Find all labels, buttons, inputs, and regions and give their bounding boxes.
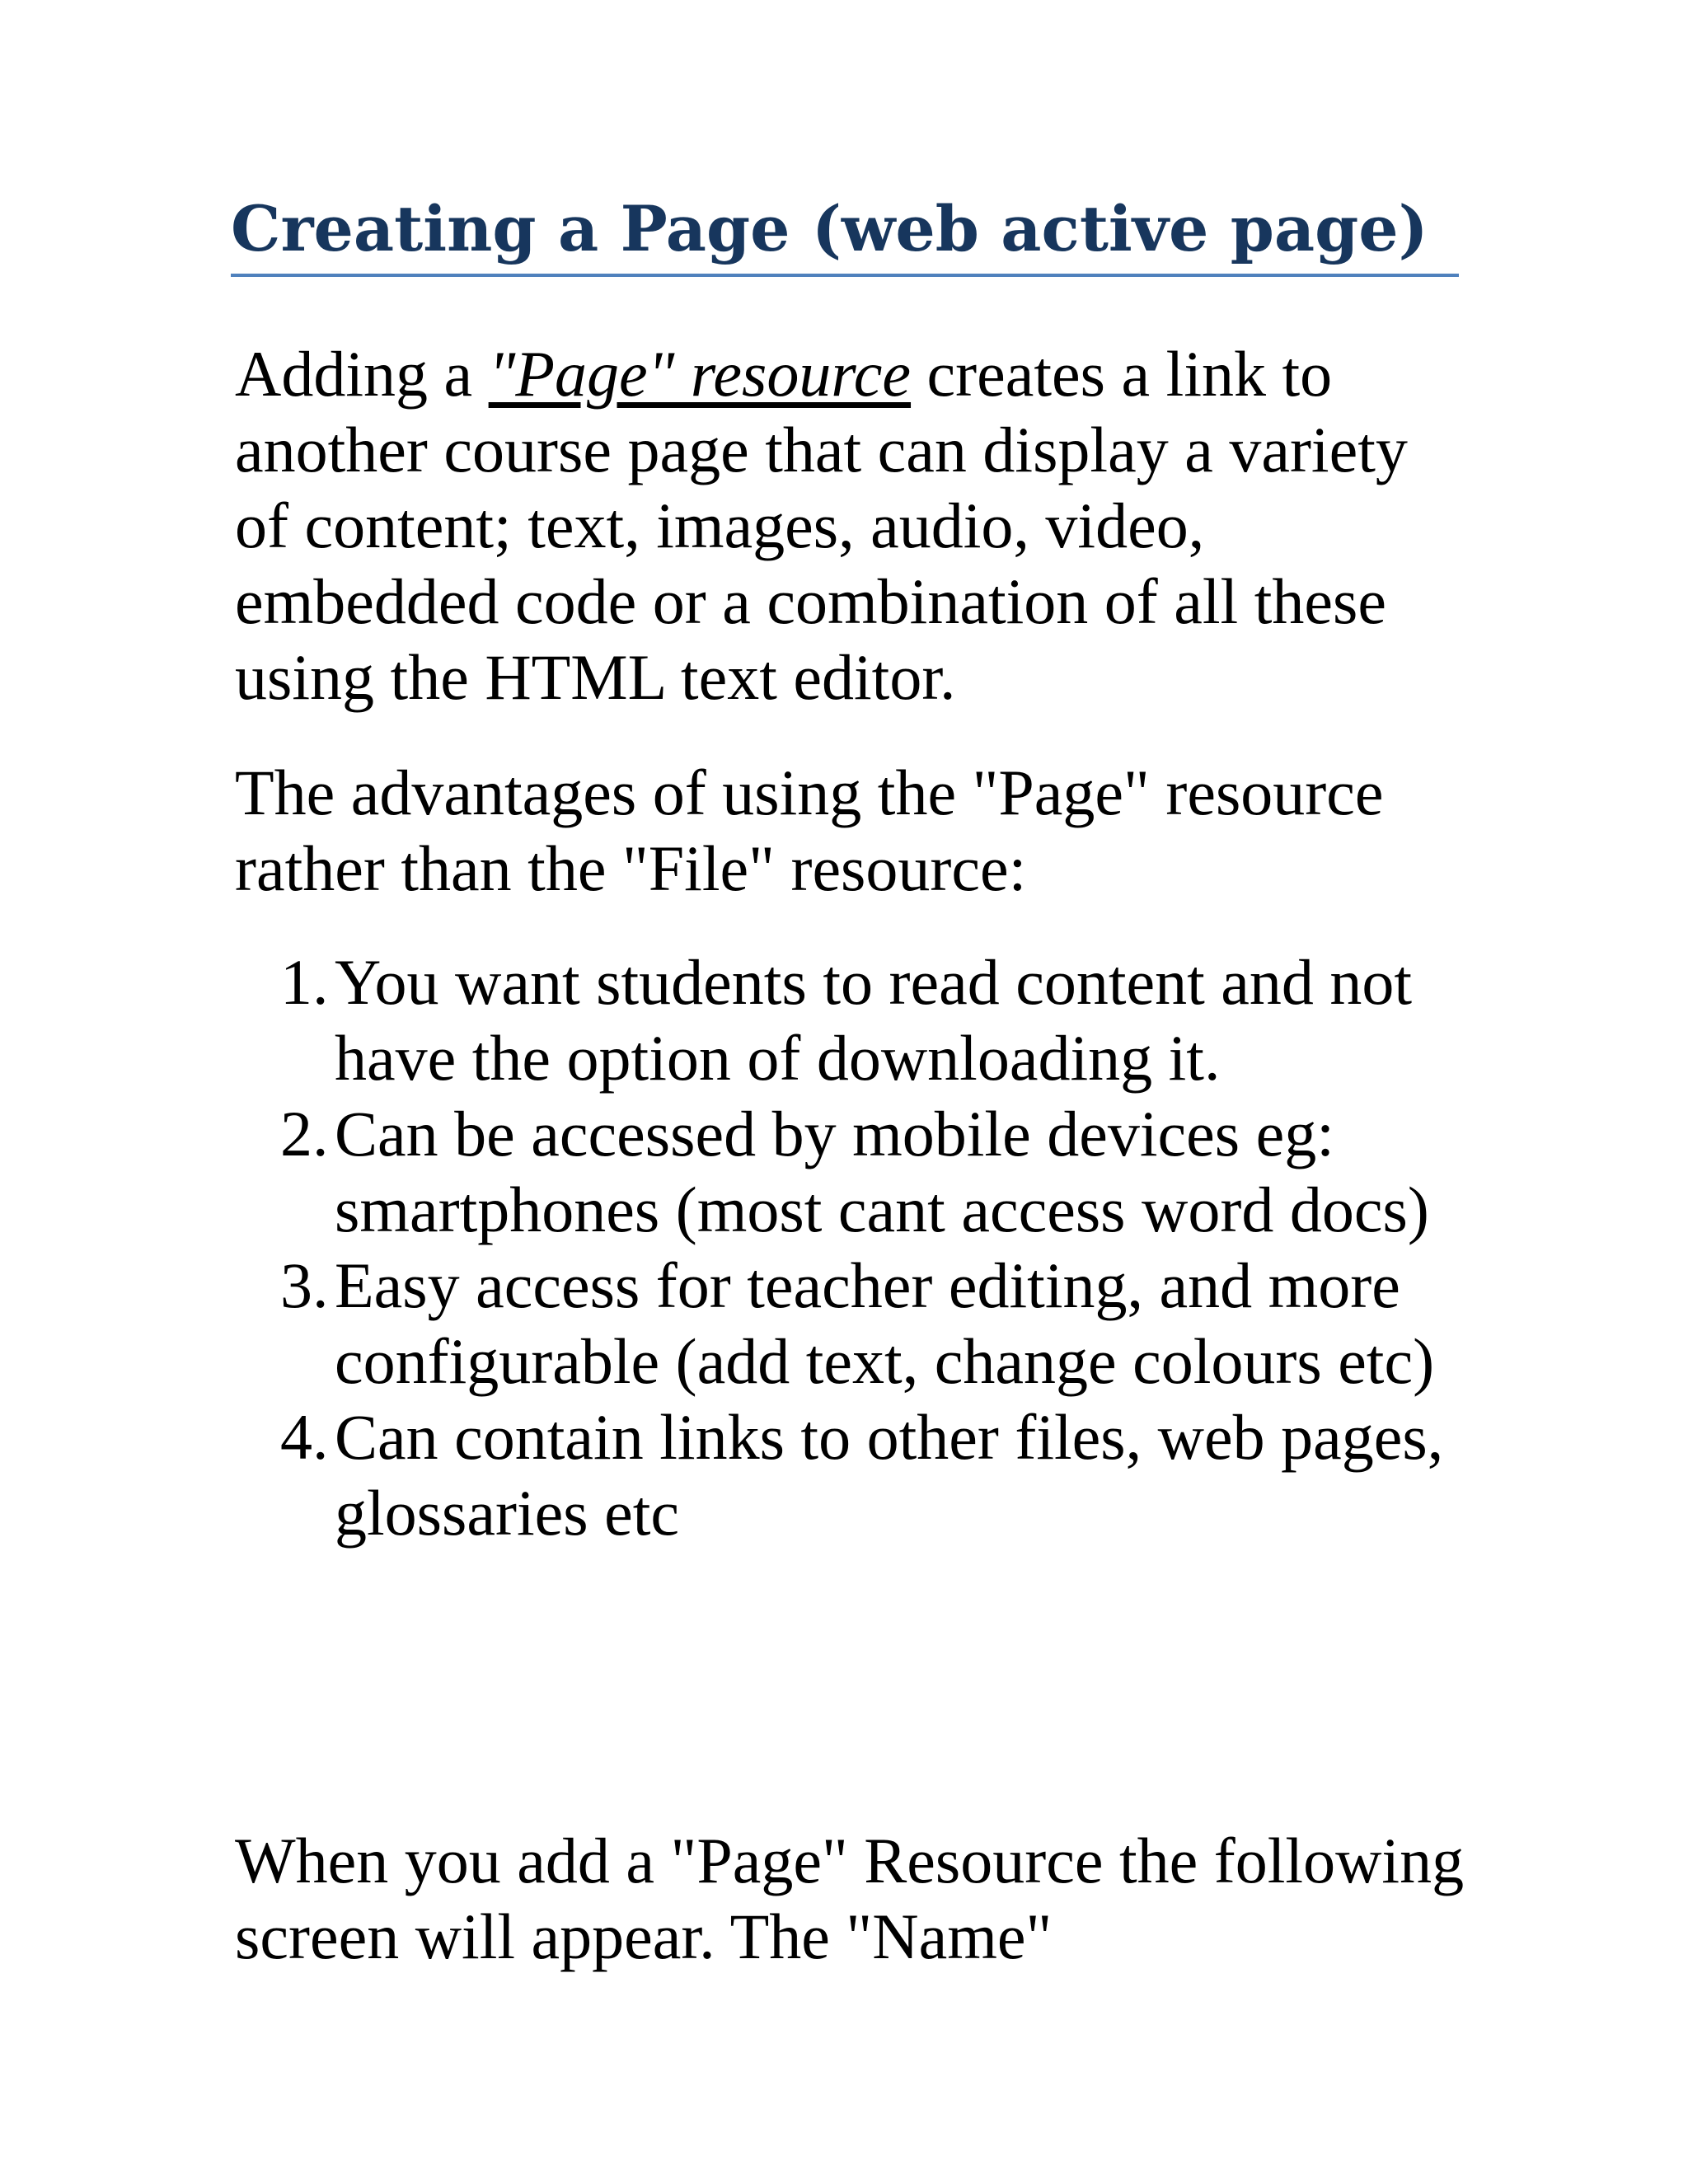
intro-text-after: creates a link to another course page that can display a variety of content; text, images, audio, video, embedded code or a combination of all these using the HTML text editor.	[235, 338, 1408, 713]
list-item-number: 4.	[280, 1401, 329, 1473]
page-resource-emphasis: "Page" resource	[488, 338, 912, 410]
list-item	[280, 1399, 1484, 1551]
list-item	[280, 1096, 1484, 1248]
list-item-number: 3.	[280, 1249, 329, 1321]
page-title: Creating a Page (web active page)	[231, 192, 1428, 265]
advantages-intro-paragraph: The advantages of using the "Page" resource rather than the "File" resource:	[235, 757, 1384, 904]
list-item-number: 1.	[280, 946, 329, 1018]
intro-text-before: Adding a	[235, 338, 489, 410]
closing-paragraph: When you add a "Page" Resource the following screen will appear. The "Name"	[235, 1825, 1465, 1972]
list-item-text: Easy access for teacher editing, and more configurable (add text, change colours etc)	[335, 1249, 1435, 1397]
list-item-text: You want students to read content and not have the option of downloading it.	[335, 946, 1413, 1094]
list-item-text: Can contain links to other files, web pages, glossaries etc	[335, 1401, 1444, 1549]
list-item	[280, 1248, 1484, 1399]
heading-block	[231, 188, 1459, 277]
advantages-list	[280, 944, 1484, 1551]
list-item-text: Can be accessed by mobile devices eg: smartphones (most cant access word docs)	[335, 1098, 1429, 1245]
list-item-number: 2.	[280, 1098, 329, 1169]
list-item	[280, 944, 1484, 1096]
intro-paragraph	[235, 336, 1471, 715]
heading-underline-rule	[231, 274, 1459, 277]
